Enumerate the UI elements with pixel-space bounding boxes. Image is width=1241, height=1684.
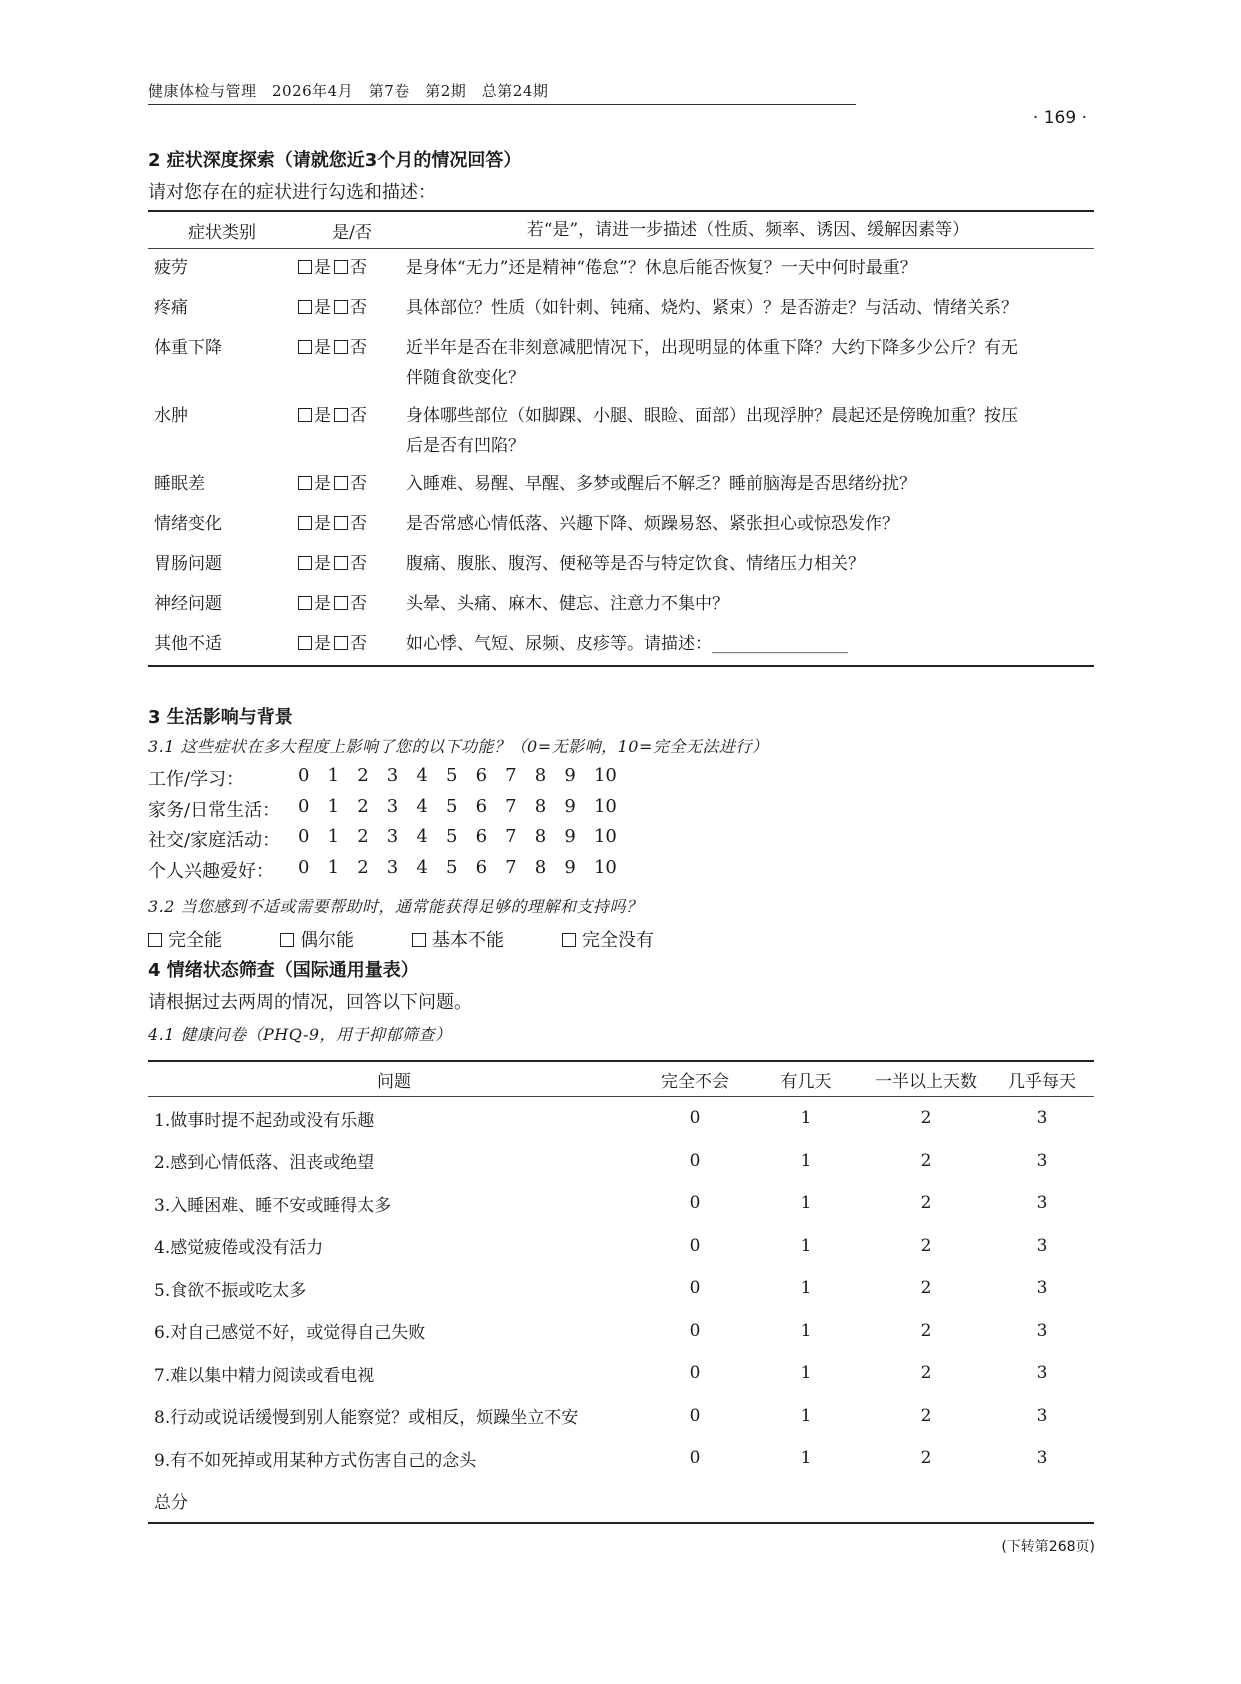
score-option[interactable]: 1 — [800, 1278, 812, 1299]
no-label: 否 — [350, 406, 367, 426]
yes-no-choice — [296, 469, 406, 505]
no-checkbox[interactable] — [334, 476, 348, 490]
description-line: 头晕、头痛、麻木、健忘、注意力不集中？ — [406, 594, 729, 614]
phq9-question-row — [148, 1097, 1094, 1140]
no-checkbox[interactable] — [334, 300, 348, 314]
scale-option[interactable]: 0 — [298, 826, 310, 847]
phq9-question-row — [148, 1352, 1094, 1395]
yes-label: 是 — [314, 258, 331, 278]
question-text: 8.行动或说话缓慢到别人能察觉？或相反，烦躁坐立不安 — [154, 1408, 579, 1429]
scale-option[interactable]: 9 — [564, 826, 576, 847]
score-option[interactable]: 2 — [920, 1108, 932, 1129]
symptom-category: 情绪变化 — [154, 514, 222, 534]
col-header-description: 若“是”，请进一步描述（性质、频率、诱因、缓解因素等） — [526, 220, 970, 240]
scale-option[interactable]: 4 — [416, 857, 428, 878]
scale-option[interactable]: 6 — [475, 796, 488, 817]
scale-option[interactable]: 0 — [298, 857, 310, 878]
score-option[interactable]: 3 — [1036, 1235, 1048, 1256]
no-label: 否 — [350, 554, 367, 574]
question-text: 5.食欲不振或吃太多 — [154, 1280, 307, 1301]
scale-option[interactable]: 3 — [386, 796, 399, 817]
phq9-question-row — [148, 1225, 1094, 1268]
description-line: 近半年是否在非刻意减肥情况下，出现明显的体重下降？大约下降多少公斤？有无 — [406, 338, 1018, 358]
total-label: 总分 — [154, 1493, 188, 1514]
scale-option[interactable]: 8 — [534, 796, 547, 817]
header-rule — [148, 104, 856, 105]
scale-option[interactable]: 5 — [445, 857, 458, 878]
scale-label: 社交/家庭活动： — [148, 830, 281, 851]
col-header-not-at-all: 完全不会 — [661, 1071, 729, 1092]
scale-option[interactable]: 7 — [505, 857, 517, 878]
yes-label: 是 — [314, 474, 331, 494]
support-option[interactable] — [280, 926, 354, 952]
option-label: 完全能 — [168, 930, 222, 951]
scale-option[interactable]: 5 — [445, 796, 458, 817]
question-text: 3.入睡困难、睡不安或睡得太多 — [154, 1195, 392, 1216]
scale-label: 工作/学习： — [148, 769, 245, 790]
col-header-question: 问题 — [377, 1071, 411, 1092]
scale-option[interactable]: 2 — [357, 857, 369, 878]
scale-option[interactable]: 6 — [475, 765, 488, 786]
score-option[interactable]: 0 — [689, 1448, 701, 1469]
symptom-description — [406, 629, 1094, 665]
no-checkbox[interactable] — [334, 636, 348, 650]
yes-no-choice — [296, 509, 406, 545]
phq9-question-row — [148, 1182, 1094, 1225]
symptom-description — [406, 509, 1094, 545]
no-checkbox[interactable] — [334, 556, 348, 570]
score-option[interactable]: 2 — [920, 1320, 932, 1341]
phq9-total-row — [148, 1480, 1094, 1523]
score-option[interactable]: 2 — [920, 1448, 932, 1469]
symptom-table-body — [148, 249, 1094, 665]
yes-label: 是 — [314, 594, 331, 614]
score-option[interactable]: 2 — [920, 1193, 932, 1214]
scale-option[interactable]: 1 — [327, 857, 340, 878]
option-checkbox[interactable] — [412, 933, 426, 947]
score-option[interactable]: 0 — [689, 1278, 701, 1299]
no-label: 否 — [350, 298, 367, 318]
score-option[interactable]: 1 — [800, 1108, 812, 1129]
yes-label: 是 — [314, 298, 331, 318]
scale-option[interactable]: 10 — [593, 765, 617, 786]
phq9-question-row — [148, 1140, 1094, 1183]
score-option[interactable]: 0 — [689, 1150, 701, 1171]
yes-label: 是 — [314, 406, 331, 426]
score-option[interactable]: 3 — [1036, 1320, 1048, 1341]
yes-no-choice — [296, 253, 406, 289]
phq9-subtitle: 4.1 健康问卷（PHQ-9，用于抑郁筛查） — [148, 1025, 452, 1044]
scale-option[interactable]: 4 — [416, 796, 428, 817]
no-checkbox[interactable] — [334, 516, 348, 530]
score-option[interactable]: 0 — [689, 1405, 701, 1426]
support-option[interactable] — [562, 926, 654, 952]
score-option[interactable]: 1 — [800, 1193, 812, 1214]
score-option[interactable]: 3 — [1036, 1448, 1048, 1469]
phq9-table-header — [148, 1062, 1094, 1097]
score-option[interactable]: 0 — [689, 1108, 701, 1129]
symptom-description — [406, 293, 1094, 329]
symptom-row — [148, 289, 1094, 329]
question-text: 1.做事时提不起劲或没有乐趣 — [154, 1110, 375, 1131]
symptom-row — [148, 249, 1094, 289]
no-label: 否 — [350, 474, 367, 494]
col-header-nearly-every-day: 几乎每天 — [1008, 1071, 1076, 1092]
symptom-row — [148, 465, 1094, 505]
question-text: 7.难以集中精力阅读或看电视 — [154, 1365, 375, 1386]
no-checkbox[interactable] — [334, 408, 348, 422]
score-option[interactable]: 2 — [920, 1405, 932, 1426]
yes-checkbox[interactable] — [298, 556, 312, 570]
symptom-category: 疲劳 — [154, 258, 188, 278]
yes-checkbox[interactable] — [298, 300, 312, 314]
symptom-category: 体重下降 — [154, 338, 222, 358]
score-option[interactable]: 3 — [1036, 1108, 1048, 1129]
description-line: 是身体“无力”还是精神“倦怠”？休息后能否恢复？一天中何时最重？ — [406, 258, 917, 278]
question-text: 2.感到心情低落、沮丧或绝望 — [154, 1153, 375, 1174]
yes-no-choice — [296, 629, 406, 665]
col-header-category: 症状类别 — [188, 222, 256, 243]
no-label: 否 — [350, 514, 367, 534]
symptom-row — [148, 545, 1094, 585]
scale-option[interactable]: 6 — [475, 826, 488, 847]
scale-option[interactable]: 0 — [298, 765, 310, 786]
scale-option[interactable]: 0 — [298, 796, 310, 817]
score-option[interactable]: 2 — [920, 1150, 932, 1171]
symptom-description — [406, 469, 1094, 505]
scale-option[interactable]: 3 — [386, 765, 399, 786]
scale-option[interactable]: 10 — [593, 796, 617, 817]
journal-header: 健康体检与管理 2026年4月 第7卷 第2期 总第24期 — [148, 82, 549, 100]
question-text: 9.有不如死掉或用某种方式伤害自己的念头 — [154, 1450, 477, 1471]
scale-option[interactable]: 5 — [445, 765, 458, 786]
symptom-row — [148, 329, 1094, 397]
score-option[interactable]: 0 — [689, 1235, 701, 1256]
phq9-question-row — [148, 1437, 1094, 1480]
section-2-instruction: 请对您存在的症状进行勾选和描述： — [148, 182, 436, 203]
section-4-title: 4 情绪状态筛查（国际通用量表） — [148, 960, 419, 981]
symptom-description — [406, 549, 1094, 585]
scale-option[interactable]: 7 — [505, 796, 517, 817]
symptom-category: 睡眠差 — [154, 474, 205, 494]
no-checkbox[interactable] — [334, 340, 348, 354]
symptom-table-header — [148, 212, 1094, 249]
scale-option[interactable]: 1 — [327, 765, 340, 786]
yes-no-choice — [296, 589, 406, 625]
scale-label: 家务/日常生活： — [148, 800, 281, 821]
description-line: 身体哪些部位（如脚踝、小腿、眼睑、面部）出现浮肿？晨起还是傍晚加重？按压 — [406, 406, 1018, 426]
yes-label: 是 — [314, 554, 331, 574]
section-2-title: 2 症状深度探索（请就您近3个月的情况回答） — [148, 150, 522, 171]
yes-checkbox[interactable] — [298, 516, 312, 530]
yes-checkbox[interactable] — [298, 476, 312, 490]
section-3-title: 3 生活影响与背景 — [148, 707, 293, 728]
symptom-description — [406, 253, 1094, 289]
question-text: 6.对自己感觉不好，或觉得自己失败 — [154, 1323, 426, 1344]
score-option[interactable]: 2 — [920, 1278, 932, 1299]
yes-no-choice — [296, 333, 406, 397]
yes-checkbox[interactable] — [298, 260, 312, 274]
scale-option[interactable]: 2 — [357, 765, 369, 786]
support-option[interactable] — [412, 926, 504, 952]
score-option[interactable]: 1 — [800, 1405, 812, 1426]
symptom-row — [148, 585, 1094, 625]
no-label: 否 — [350, 258, 367, 278]
phq9-question-row — [148, 1310, 1094, 1353]
option-label: 偶尔能 — [300, 930, 354, 951]
option-checkbox[interactable] — [562, 933, 576, 947]
question-3-2: 3.2 当您感到不适或需要帮助时，通常能获得足够的理解和支持吗？ — [148, 897, 643, 916]
symptom-description — [406, 589, 1094, 625]
score-option[interactable]: 1 — [800, 1150, 812, 1171]
option-label: 完全没有 — [582, 930, 654, 951]
score-option[interactable]: 0 — [689, 1320, 701, 1341]
no-label: 否 — [350, 594, 367, 614]
col-header-more-than-half: 一半以上天数 — [875, 1071, 977, 1092]
scale-option[interactable]: 6 — [475, 857, 488, 878]
yes-label: 是 — [314, 514, 331, 534]
option-checkbox[interactable] — [280, 933, 294, 947]
page-number: · 169 · — [1032, 108, 1087, 128]
continued-note: (下转第268页) — [1001, 1539, 1095, 1555]
symptom-description — [406, 401, 1094, 465]
yes-label: 是 — [314, 338, 331, 358]
description-line: 如心悸、气短、尿频、皮疹等。请描述：________________ — [406, 634, 848, 654]
scale-option[interactable]: 8 — [534, 765, 547, 786]
question-3-1: 3.1 这些症状在多大程度上影响了您的以下功能？（0=无影响，10=完全无法进行） — [148, 737, 769, 756]
description-line: 后是否有凹陷？ — [406, 436, 525, 456]
scale-option[interactable]: 4 — [416, 826, 428, 847]
yes-checkbox[interactable] — [298, 596, 312, 610]
score-option[interactable]: 3 — [1036, 1150, 1048, 1171]
phq9-table — [148, 1060, 1094, 1524]
support-options — [148, 926, 712, 952]
score-option[interactable]: 3 — [1036, 1405, 1048, 1426]
yes-checkbox[interactable] — [298, 340, 312, 354]
scale-option[interactable]: 1 — [327, 826, 340, 847]
scale-option[interactable]: 4 — [416, 765, 428, 786]
impact-scale-row — [148, 765, 634, 791]
phq9-table-body — [148, 1097, 1094, 1480]
symptom-category: 其他不适 — [154, 634, 222, 654]
symptom-row — [148, 397, 1094, 465]
score-option[interactable]: 0 — [689, 1363, 701, 1384]
col-header-yesno: 是/否 — [332, 222, 372, 243]
support-option[interactable] — [148, 926, 222, 952]
score-option[interactable]: 3 — [1036, 1363, 1048, 1384]
scale-option[interactable]: 8 — [534, 857, 547, 878]
symptom-row — [148, 505, 1094, 545]
yes-checkbox[interactable] — [298, 408, 312, 422]
scale-option[interactable]: 10 — [593, 857, 617, 878]
scale-option[interactable]: 7 — [505, 765, 517, 786]
scale-option[interactable]: 8 — [534, 826, 547, 847]
option-label: 基本不能 — [432, 930, 504, 951]
scale-option[interactable]: 9 — [564, 857, 576, 878]
symptom-category: 神经问题 — [154, 594, 222, 614]
score-option[interactable]: 1 — [800, 1235, 812, 1256]
no-checkbox[interactable] — [334, 260, 348, 274]
phq9-question-row — [148, 1267, 1094, 1310]
col-header-several-days: 有几天 — [780, 1071, 832, 1092]
question-text: 4.感觉疲倦或没有活力 — [154, 1238, 324, 1259]
scale-option[interactable]: 3 — [386, 857, 399, 878]
yes-no-choice — [296, 293, 406, 329]
symptom-category: 胃肠问题 — [154, 554, 222, 574]
score-option[interactable]: 0 — [689, 1193, 701, 1214]
impact-scale-row — [148, 826, 634, 852]
no-label: 否 — [350, 634, 367, 654]
score-option[interactable]: 2 — [920, 1363, 932, 1384]
scale-option[interactable]: 7 — [505, 826, 517, 847]
score-option[interactable]: 3 — [1036, 1193, 1048, 1214]
scale-option[interactable]: 2 — [357, 796, 369, 817]
scale-option[interactable]: 10 — [593, 826, 617, 847]
scale-option[interactable]: 1 — [327, 796, 340, 817]
scale-option[interactable]: 3 — [386, 826, 399, 847]
symptom-row — [148, 625, 1094, 665]
option-checkbox[interactable] — [148, 933, 162, 947]
score-option[interactable]: 2 — [920, 1235, 932, 1256]
impact-scale-row — [148, 796, 634, 822]
scale-option[interactable]: 9 — [564, 796, 576, 817]
symptom-table — [148, 210, 1094, 667]
score-option[interactable]: 1 — [800, 1448, 812, 1469]
impact-scale-row — [148, 857, 634, 883]
scale-option[interactable]: 2 — [357, 826, 369, 847]
score-option[interactable]: 3 — [1036, 1278, 1048, 1299]
yes-no-choice — [296, 401, 406, 465]
description-line: 是否常感心情低落、兴趣下降、烦躁易怒、紧张担心或惊恐发作？ — [406, 514, 899, 534]
no-checkbox[interactable] — [334, 596, 348, 610]
description-line: 腹痛、腹胀、腹泻、便秘等是否与特定饮食、情绪压力相关？ — [406, 554, 865, 574]
yes-checkbox[interactable] — [298, 636, 312, 650]
scale-label: 个人兴趣爱好： — [148, 861, 274, 882]
description-line: 入睡难、易醒、早醒、多梦或醒后不解乏？睡前脑海是否思绪纷扰？ — [406, 474, 916, 494]
description-line: 具体部位？性质（如针刺、钝痛、烧灼、紧束）？是否游走？与活动、情绪关系？ — [406, 298, 1018, 318]
scale-option[interactable]: 5 — [445, 826, 458, 847]
phq9-question-row — [148, 1395, 1094, 1438]
symptom-category: 水肿 — [154, 406, 188, 426]
yes-label: 是 — [314, 634, 331, 654]
score-option[interactable]: 1 — [800, 1320, 812, 1341]
scale-option[interactable]: 9 — [564, 765, 576, 786]
no-label: 否 — [350, 338, 367, 358]
symptom-description — [406, 333, 1094, 397]
symptom-category: 疼痛 — [154, 298, 188, 318]
description-line: 伴随食欲变化？ — [406, 368, 525, 388]
section-4-instruction: 请根据过去两周的情况，回答以下问题。 — [148, 992, 472, 1013]
yes-no-choice — [296, 549, 406, 585]
score-option[interactable]: 1 — [800, 1363, 812, 1384]
